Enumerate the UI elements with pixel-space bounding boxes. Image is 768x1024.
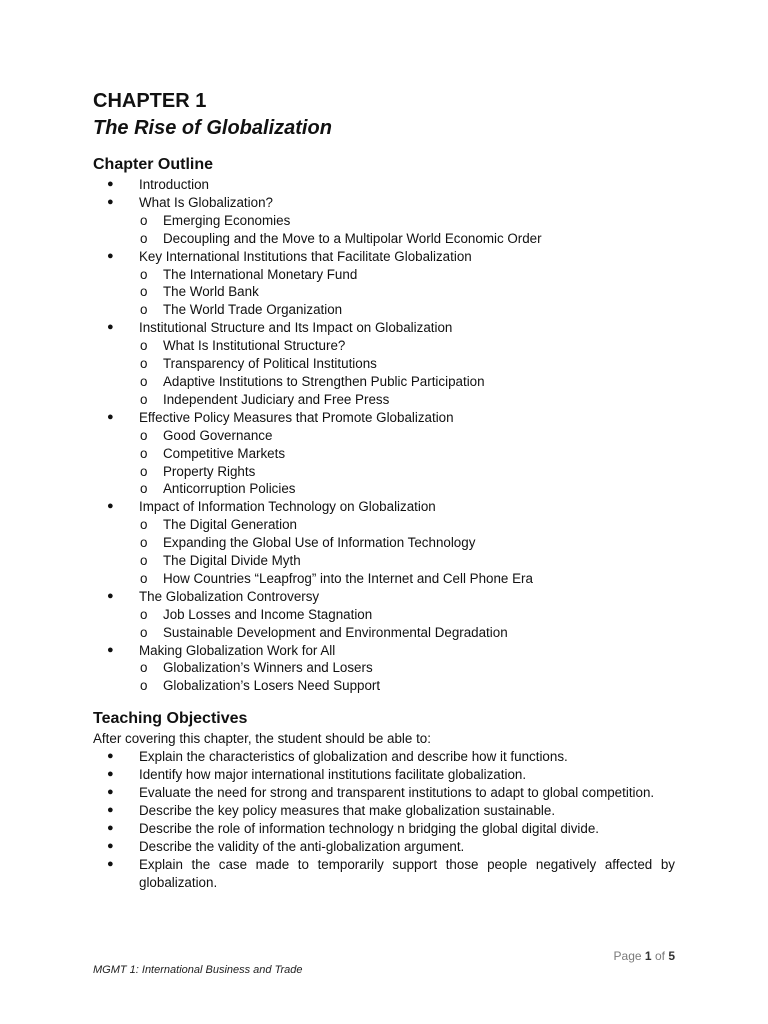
bullet-icon: ● [107, 750, 114, 763]
sub-bullet-icon: o [140, 391, 148, 407]
outline-item-label: What Is Globalization? [139, 194, 273, 210]
bullet-icon: ● [107, 857, 114, 870]
outline-subitem-label: The World Bank [163, 284, 259, 300]
outline-sublist [139, 516, 675, 588]
footer-course-title: MGMT 1: International Business and Trade [93, 964, 303, 976]
objective-text: Evaluate the need for strong and transparent institutions to adapt to global competition. [139, 785, 655, 800]
bullet-icon: ● [107, 786, 114, 798]
objective-item [93, 856, 675, 892]
outline-subitem [139, 480, 675, 498]
outline-item [93, 194, 675, 248]
sub-bullet-icon: o [140, 463, 148, 479]
outline-sublist [139, 337, 675, 409]
outline-subitem-label: Transparency of Political Institutions [163, 356, 377, 372]
outline-subitem [139, 570, 675, 588]
sub-bullet-icon: o [140, 535, 148, 551]
objective-item [93, 784, 675, 802]
outline-subitem-label: Anticorruption Policies [163, 481, 296, 497]
outline-item-label: Making Globalization Work for All [139, 642, 336, 658]
outline-subitem [139, 355, 675, 373]
bullet-icon: ● [107, 839, 114, 852]
outline-subitem [139, 463, 675, 481]
outline-item [93, 176, 675, 194]
document-page [93, 88, 675, 891]
sub-bullet-icon: o [140, 373, 148, 389]
chapter-outline-heading: Chapter Outline [93, 156, 214, 173]
outline-subitem [139, 677, 675, 695]
outline-subitem-label: How Countries “Leapfrog” into the Internet and Cell Phone Era [163, 570, 533, 586]
sub-bullet-icon: o [140, 570, 148, 586]
outline-subitem [139, 266, 675, 284]
outline-item [93, 498, 675, 588]
outline-sublist [139, 427, 675, 499]
outline-subitem [139, 373, 675, 391]
outline-subitem-label: Globalization’s Winners and Losers [163, 660, 373, 676]
sub-bullet-icon: o [140, 553, 148, 569]
sub-bullet-icon: o [140, 230, 148, 246]
objective-text: Describe the role of information technology n bridging the global digital divide. [139, 820, 600, 836]
sub-bullet-icon: o [140, 624, 148, 640]
page-number: Page 1 of 5 [613, 949, 675, 963]
sub-bullet-icon: o [140, 606, 148, 622]
sub-bullet-icon: o [140, 212, 148, 228]
bullet-icon: ● [107, 643, 114, 656]
outline-subitem [139, 516, 675, 534]
sub-bullet-icon: o [140, 517, 148, 533]
sub-bullet-icon: o [140, 302, 148, 318]
outline-subitem [139, 445, 675, 463]
outline-item-label: Introduction [139, 177, 209, 192]
outline-subitem-label: Property Rights [163, 463, 256, 479]
outline-subitem [139, 534, 675, 552]
objective-item [93, 838, 675, 856]
outline-item [93, 642, 675, 696]
sub-bullet-icon: o [140, 481, 148, 497]
outline-subitem [139, 659, 675, 677]
objective-text: Describe the key policy measures that make globalization sustainable. [139, 802, 556, 818]
sub-bullet-icon: o [140, 266, 148, 282]
outline-subitem-label: Sustainable Development and Environmental Degradation [163, 624, 508, 640]
sub-bullet-icon: o [140, 284, 148, 300]
outline-subitem [139, 337, 675, 355]
outline-subitem-label: Emerging Economies [163, 212, 291, 228]
outline-subitem-label: The Digital Generation [163, 517, 297, 533]
outline-subitem [139, 391, 675, 409]
outline-sublist [139, 212, 675, 248]
outline-subitem [139, 283, 675, 301]
outline-subitem [139, 606, 675, 624]
sub-bullet-icon: o [140, 427, 148, 443]
outline-item [93, 319, 675, 409]
outline-item [93, 588, 675, 642]
outline-subitem [139, 301, 675, 319]
outline-subitem-label: Job Losses and Income Stagnation [163, 606, 373, 622]
sub-bullet-icon: o [140, 356, 148, 372]
outline-item-label: Institutional Structure and Its Impact on Globalization [139, 320, 453, 336]
teaching-objectives-heading: Teaching Objectives [93, 710, 248, 728]
bullet-icon: ● [107, 178, 114, 190]
chapter-number: CHAPTER 1 [93, 90, 207, 112]
bullet-icon: ● [107, 821, 114, 834]
objective-item [93, 802, 675, 820]
outline-subitem [139, 552, 675, 570]
outline-sublist [139, 606, 675, 642]
outline-sublist [139, 266, 675, 320]
outline-subitem-label: Decoupling and the Move to a Multipolar World Economic Order [163, 230, 542, 246]
objective-text: Explain the case made to temporarily support those people negatively affected by globalization. [139, 856, 675, 890]
sub-bullet-icon: o [140, 445, 148, 461]
bullet-icon: ● [107, 500, 114, 513]
bullet-icon: ● [107, 321, 114, 334]
objective-text: Describe the validity of the anti-globalization argument. [139, 838, 465, 854]
bullet-icon: ● [107, 589, 114, 602]
outline-subitem-label: Expanding the Global Use of Information Technology [163, 535, 476, 551]
outline-item [93, 409, 675, 499]
outline-item-label: The Globalization Controversy [139, 588, 320, 604]
outline-subitem-label: Globalization’s Losers Need Support [163, 678, 381, 694]
bullet-icon: ● [107, 249, 114, 262]
outline-item-label: Impact of Information Technology on Globalization [139, 499, 436, 515]
objectives-intro: After covering this chapter, the student should be able to: [93, 731, 431, 747]
outline-subitem-label: The International Monetary Fund [163, 266, 358, 282]
outline-subitem-label: Good Governance [163, 427, 273, 443]
objective-item [93, 766, 675, 784]
outline-subitem-label: The World Trade Organization [163, 302, 343, 318]
objective-item [93, 820, 675, 838]
sub-bullet-icon: o [140, 678, 148, 694]
outline-item-label: Key International Institutions that Facilitate Globalization [139, 248, 472, 264]
teaching-objectives-list [93, 748, 675, 891]
bullet-icon: ● [107, 410, 114, 423]
outline-subitem [139, 624, 675, 642]
outline-subitem-label: What Is Institutional Structure? [163, 338, 346, 354]
chapter-title: The Rise of Globalization [93, 117, 332, 139]
outline-subitem-label: Competitive Markets [163, 445, 286, 461]
bullet-icon: ● [107, 768, 114, 781]
sub-bullet-icon: o [140, 338, 148, 354]
outline-subitem [139, 230, 675, 248]
outline-subitem-label: Adaptive Institutions to Strengthen Public Participation [163, 373, 485, 389]
outline-sublist [139, 659, 675, 695]
outline-item [93, 248, 675, 320]
outline-subitem-label: The Digital Divide Myth [163, 553, 301, 569]
objective-item [93, 748, 675, 766]
chapter-outline-list [93, 176, 675, 695]
outline-subitem-label: Independent Judiciary and Free Press [163, 391, 390, 407]
outline-subitem [139, 212, 675, 230]
bullet-icon: ● [107, 195, 114, 208]
objective-text: Identify how major international institutions facilitate globalization. [139, 767, 527, 783]
bullet-icon: ● [107, 803, 114, 816]
outline-subitem [139, 427, 675, 445]
outline-item-label: Effective Policy Measures that Promote Globalization [139, 409, 454, 425]
objective-text: Explain the characteristics of globalization and describe how it functions. [139, 749, 568, 765]
sub-bullet-icon: o [140, 660, 148, 676]
